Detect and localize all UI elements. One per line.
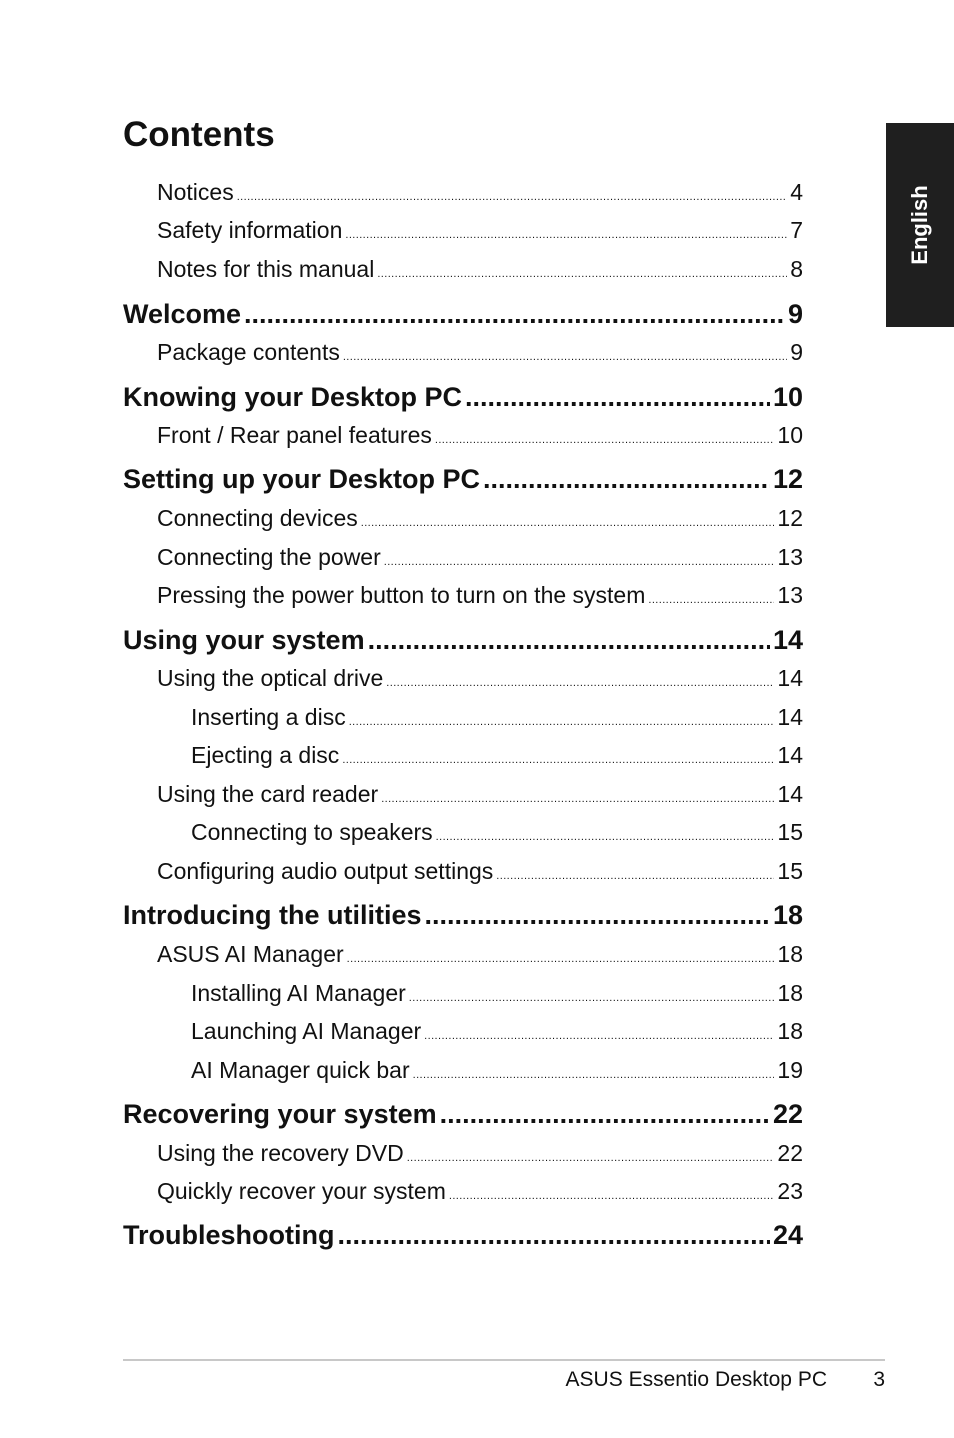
toc-entry-label: Connecting to speakers <box>191 819 433 845</box>
toc-section <box>191 701 803 733</box>
toc-section <box>191 1015 803 1047</box>
toc-entry-page: 18 <box>777 1018 803 1044</box>
toc-entry-label: Quickly recover your system <box>157 1178 446 1204</box>
toc-entry-label: Pressing the power button to turn on the system <box>157 582 646 608</box>
toc-chapter <box>123 378 803 416</box>
toc-section <box>157 938 803 970</box>
toc-entry-label: Inserting a disc <box>191 704 346 730</box>
toc-dot-leader <box>435 419 775 456</box>
toc-entry-page: 9 <box>787 299 803 329</box>
toc-section <box>157 176 803 208</box>
toc-section <box>157 214 803 246</box>
toc-entry-label: Notes for this manual <box>157 256 375 282</box>
toc-dot-leader <box>384 541 775 578</box>
toc-dot-leader <box>368 621 770 659</box>
toc-entry-label: Recovering your system <box>123 1099 437 1129</box>
toc-entry-label: Troubleshooting <box>123 1220 335 1250</box>
toc-section <box>191 739 803 771</box>
toc-entry-page: 23 <box>777 1178 803 1204</box>
toc-section <box>157 778 803 810</box>
toc-dot-leader <box>496 855 774 892</box>
toc-chapter <box>123 896 803 934</box>
toc-entry-page: 14 <box>777 704 803 730</box>
toc-entry-label: Welcome <box>123 299 242 329</box>
toc-dot-leader <box>407 1137 775 1174</box>
toc-entry-page: 7 <box>790 217 803 243</box>
toc-entry-page: 12 <box>777 505 803 531</box>
toc-entry-label: Notices <box>157 179 234 205</box>
toc-entry-page: 18 <box>777 980 803 1006</box>
toc-dot-leader <box>436 816 775 853</box>
toc-dot-leader <box>440 1095 770 1133</box>
toc-entry-page: 14 <box>777 781 803 807</box>
language-tab-label: English <box>907 185 932 265</box>
toc-entry-page: 14 <box>772 625 803 655</box>
toc-entry-label: ASUS AI Manager <box>157 941 344 967</box>
toc-dot-leader <box>483 460 770 498</box>
toc-entry-page: 10 <box>772 382 803 412</box>
toc-section <box>157 662 803 694</box>
toc-dot-leader <box>343 336 787 373</box>
footer-divider <box>123 1359 885 1361</box>
toc-dot-leader <box>349 701 775 738</box>
toc-entry-label: Configuring audio output settings <box>157 858 494 884</box>
toc-dot-leader <box>342 739 774 776</box>
toc-section <box>157 419 803 451</box>
toc-entry-label: Ejecting a disc <box>191 742 340 768</box>
toc-entry-page: 13 <box>777 582 803 608</box>
toc-dot-leader <box>424 1015 774 1052</box>
toc-entry-label: Knowing your Desktop PC <box>123 382 463 412</box>
page-title: Contents <box>123 115 275 154</box>
toc-chapter <box>123 1095 803 1133</box>
toc-chapter <box>123 1216 803 1254</box>
toc-entry-page: 14 <box>777 742 803 768</box>
toc-entry-label: Using your system <box>123 625 365 655</box>
toc-entry-page: 14 <box>777 665 803 691</box>
toc-entry-page: 4 <box>790 179 803 205</box>
toc-entry-page: 22 <box>777 1140 803 1166</box>
toc-entry-label: Installing AI Manager <box>191 980 406 1006</box>
toc-entry-page: 22 <box>772 1099 803 1129</box>
toc-entry-page: 10 <box>777 422 803 448</box>
footer-page-number: 3 <box>873 1368 885 1391</box>
toc-entry-page: 18 <box>777 941 803 967</box>
toc-dot-leader <box>449 1175 775 1212</box>
toc-entry-page: 15 <box>777 858 803 884</box>
toc-entry-label: Using the recovery DVD <box>157 1140 404 1166</box>
toc-dot-leader <box>648 579 774 616</box>
toc-dot-leader <box>413 1054 775 1091</box>
toc-entry-page: 9 <box>790 339 803 365</box>
toc-section <box>157 336 803 368</box>
toc-entry-label: Using the optical drive <box>157 665 384 691</box>
toc-entry-label: Safety information <box>157 217 343 243</box>
toc-dot-leader <box>386 662 774 699</box>
toc-dot-leader <box>465 378 770 416</box>
toc-dot-leader <box>361 502 775 539</box>
toc-dot-leader <box>244 295 785 333</box>
toc-entry-page: 12 <box>772 464 803 494</box>
toc-entry-label: Connecting devices <box>157 505 358 531</box>
toc-entry-label: Package contents <box>157 339 340 365</box>
toc-entry-page: 15 <box>777 819 803 845</box>
toc-entry-label: Using the card reader <box>157 781 379 807</box>
toc-dot-leader <box>347 938 775 975</box>
footer-title: ASUS Essentio Desktop PC <box>565 1368 827 1391</box>
toc-section <box>157 1175 803 1207</box>
toc-section <box>157 579 803 611</box>
toc-section <box>157 253 803 285</box>
toc-dot-leader <box>377 253 787 290</box>
toc-dot-leader <box>409 977 775 1014</box>
toc-entry-label: AI Manager quick bar <box>191 1057 410 1083</box>
toc-dot-leader <box>381 778 774 815</box>
toc-chapter <box>123 295 803 333</box>
toc-entry-page: 19 <box>777 1057 803 1083</box>
toc-entry-page: 8 <box>790 256 803 282</box>
toc-dot-leader <box>237 176 788 213</box>
toc-chapter <box>123 621 803 659</box>
toc-entry-label: Introducing the utilities <box>123 900 422 930</box>
toc-section <box>191 816 803 848</box>
toc-section <box>157 502 803 534</box>
toc-entry-label: Front / Rear panel features <box>157 422 432 448</box>
toc-entry-page: 18 <box>772 900 803 930</box>
toc-entry-label: Launching AI Manager <box>191 1018 422 1044</box>
toc-dot-leader <box>425 896 770 934</box>
toc-section <box>191 977 803 1009</box>
toc-dot-leader <box>345 214 787 251</box>
toc-entry-page: 24 <box>772 1220 803 1250</box>
toc-dot-leader <box>337 1216 769 1254</box>
toc-entry-label: Connecting the power <box>157 544 381 570</box>
toc-entry-page: 13 <box>777 544 803 570</box>
toc-section <box>191 1054 803 1086</box>
toc-section <box>157 541 803 573</box>
toc-chapter <box>123 460 803 498</box>
toc-section <box>157 855 803 887</box>
toc-section <box>157 1137 803 1169</box>
toc-entry-label: Setting up your Desktop PC <box>123 464 481 494</box>
